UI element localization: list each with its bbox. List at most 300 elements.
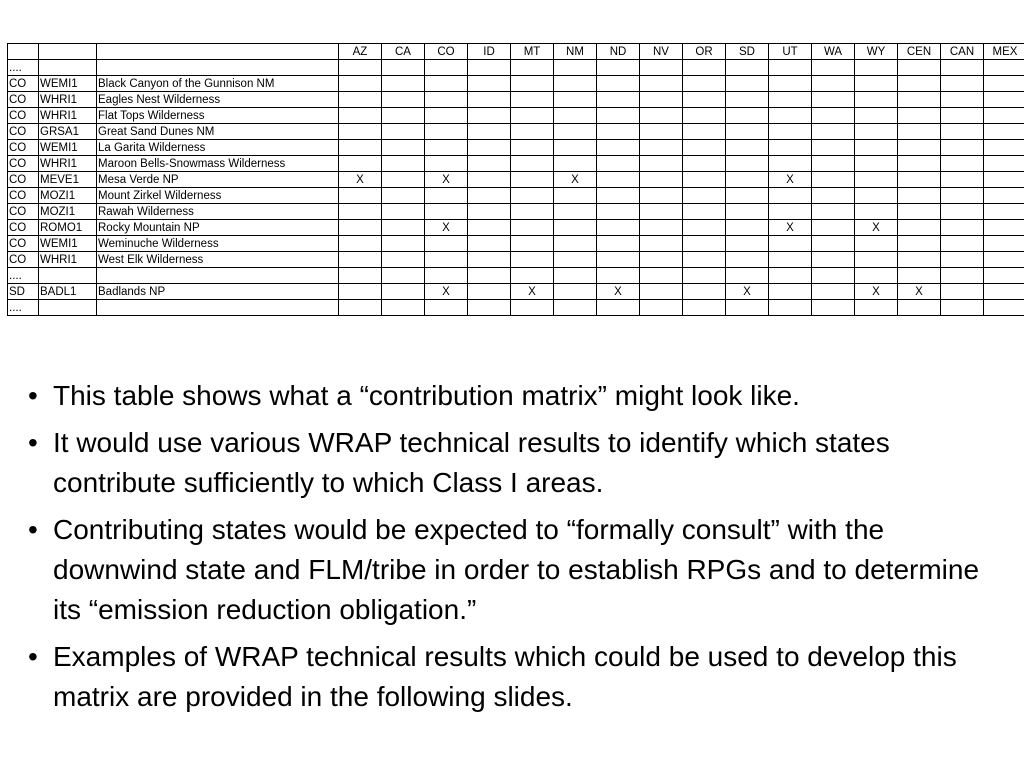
contribution-cell-or bbox=[683, 108, 726, 124]
contribution-cell-nm bbox=[554, 188, 597, 204]
table-row bbox=[8, 108, 1024, 124]
contribution-cell-nv bbox=[640, 220, 683, 236]
contribution-cell-ut bbox=[769, 60, 812, 76]
row-state-cell: CO bbox=[8, 108, 39, 124]
contribution-cell-wa bbox=[812, 220, 855, 236]
row-state-cell: CO bbox=[8, 76, 39, 92]
contribution-cell-wa bbox=[812, 236, 855, 252]
contribution-cell-co bbox=[425, 60, 468, 76]
row-state-cell: CO bbox=[8, 204, 39, 220]
contribution-cell-wa bbox=[812, 300, 855, 316]
row-state-cell: CO bbox=[8, 124, 39, 140]
contribution-cell-nd bbox=[597, 188, 640, 204]
contribution-cell-nm bbox=[554, 124, 597, 140]
contribution-cell-az bbox=[339, 268, 382, 284]
contribution-cell-wy bbox=[855, 204, 898, 220]
contribution-cell-ut bbox=[769, 252, 812, 268]
contribution-cell-cen: X bbox=[898, 284, 941, 300]
row-site-cell: WHRI1 bbox=[39, 108, 97, 124]
contribution-cell-wy bbox=[855, 188, 898, 204]
contribution-cell-id bbox=[468, 236, 511, 252]
table-row bbox=[8, 76, 1024, 92]
contribution-cell-can bbox=[941, 188, 984, 204]
contribution-cell-id bbox=[468, 300, 511, 316]
bullet-item bbox=[28, 637, 988, 717]
contribution-cell-mex bbox=[984, 108, 1024, 124]
contribution-cell-or bbox=[683, 92, 726, 108]
contribution-cell-nm bbox=[554, 76, 597, 92]
row-site-cell: WEMI1 bbox=[39, 236, 97, 252]
contribution-cell-id bbox=[468, 188, 511, 204]
row-area-cell: Maroon Bells-Snowmass Wilderness bbox=[97, 156, 339, 172]
contribution-cell-mex bbox=[984, 156, 1024, 172]
contribution-cell-mt bbox=[511, 252, 554, 268]
contribution-cell-ca bbox=[382, 60, 425, 76]
contribution-cell-mex bbox=[984, 220, 1024, 236]
contribution-cell-or bbox=[683, 284, 726, 300]
contribution-cell-wy bbox=[855, 76, 898, 92]
row-area-cell bbox=[97, 300, 339, 316]
contribution-cell-az bbox=[339, 92, 382, 108]
contribution-cell-ca bbox=[382, 76, 425, 92]
contribution-cell-nm bbox=[554, 300, 597, 316]
contribution-cell-wa bbox=[812, 156, 855, 172]
contribution-cell-az bbox=[339, 124, 382, 140]
contribution-cell-co bbox=[425, 76, 468, 92]
contribution-cell-nd bbox=[597, 76, 640, 92]
contribution-cell-mt bbox=[511, 108, 554, 124]
contribution-cell-can bbox=[941, 220, 984, 236]
contribution-cell-wa bbox=[812, 284, 855, 300]
contribution-cell-sd bbox=[726, 156, 769, 172]
contribution-cell-az bbox=[339, 204, 382, 220]
contribution-cell-nd bbox=[597, 140, 640, 156]
contribution-cell-nm bbox=[554, 236, 597, 252]
contribution-cell-nv bbox=[640, 252, 683, 268]
header-state-wa: WA bbox=[812, 44, 855, 60]
contribution-cell-cen bbox=[898, 92, 941, 108]
contribution-cell-nd bbox=[597, 124, 640, 140]
contribution-cell-wa bbox=[812, 252, 855, 268]
contribution-cell-id bbox=[468, 140, 511, 156]
bullet-item bbox=[28, 376, 988, 416]
contribution-cell-co bbox=[425, 252, 468, 268]
header-state-ut: UT bbox=[769, 44, 812, 60]
row-site-cell: WHRI1 bbox=[39, 92, 97, 108]
contribution-cell-cen bbox=[898, 252, 941, 268]
row-state-cell: CO bbox=[8, 140, 39, 156]
contribution-cell-cen bbox=[898, 124, 941, 140]
contribution-cell-cen bbox=[898, 236, 941, 252]
row-site-cell: WHRI1 bbox=[39, 252, 97, 268]
contribution-cell-can bbox=[941, 76, 984, 92]
contribution-cell-sd bbox=[726, 236, 769, 252]
row-state-cell: .... bbox=[8, 300, 39, 316]
contribution-cell-wa bbox=[812, 172, 855, 188]
contribution-cell-nv bbox=[640, 188, 683, 204]
row-site-cell: BADL1 bbox=[39, 284, 97, 300]
row-area-cell: West Elk Wilderness bbox=[97, 252, 339, 268]
bullet-text: This table shows what a “contribution matrix” might look like. bbox=[53, 380, 800, 411]
contribution-cell-ca bbox=[382, 140, 425, 156]
contribution-cell-nv bbox=[640, 124, 683, 140]
contribution-cell-mt bbox=[511, 172, 554, 188]
contribution-cell-cen bbox=[898, 188, 941, 204]
contribution-cell-az bbox=[339, 76, 382, 92]
contribution-cell-sd bbox=[726, 76, 769, 92]
contribution-cell-id bbox=[468, 156, 511, 172]
contribution-cell-can bbox=[941, 204, 984, 220]
header-state-ca: CA bbox=[382, 44, 425, 60]
row-area-cell: Badlands NP bbox=[97, 284, 339, 300]
table-row bbox=[8, 156, 1024, 172]
contribution-cell-mex bbox=[984, 188, 1024, 204]
contribution-cell-az bbox=[339, 156, 382, 172]
contribution-cell-sd bbox=[726, 172, 769, 188]
contribution-cell-nv bbox=[640, 284, 683, 300]
row-state-cell: CO bbox=[8, 236, 39, 252]
contribution-cell-ca bbox=[382, 124, 425, 140]
row-area-cell bbox=[97, 268, 339, 284]
contribution-cell-cen bbox=[898, 268, 941, 284]
contribution-cell-id bbox=[468, 60, 511, 76]
contribution-cell-nv bbox=[640, 172, 683, 188]
contribution-cell-nd bbox=[597, 92, 640, 108]
contribution-cell-ut bbox=[769, 108, 812, 124]
row-area-cell: La Garita Wilderness bbox=[97, 140, 339, 156]
contribution-cell-nv bbox=[640, 108, 683, 124]
contribution-cell-id bbox=[468, 108, 511, 124]
contribution-cell-or bbox=[683, 76, 726, 92]
contribution-cell-can bbox=[941, 172, 984, 188]
contribution-cell-ut bbox=[769, 204, 812, 220]
contribution-cell-az: X bbox=[339, 172, 382, 188]
contribution-cell-mex bbox=[984, 236, 1024, 252]
contribution-cell-ca bbox=[382, 108, 425, 124]
table-row bbox=[8, 236, 1024, 252]
contribution-cell-mt bbox=[511, 156, 554, 172]
contribution-cell-or bbox=[683, 220, 726, 236]
contribution-cell-co bbox=[425, 188, 468, 204]
contribution-cell-nm bbox=[554, 204, 597, 220]
header-blank-state bbox=[8, 44, 39, 60]
header-state-co: CO bbox=[425, 44, 468, 60]
contribution-cell-nm bbox=[554, 60, 597, 76]
header-state-wy: WY bbox=[855, 44, 898, 60]
contribution-cell-ca bbox=[382, 300, 425, 316]
row-state-cell: .... bbox=[8, 268, 39, 284]
contribution-cell-az bbox=[339, 220, 382, 236]
header-state-mex: MEX bbox=[984, 44, 1024, 60]
contribution-cell-sd bbox=[726, 268, 769, 284]
contribution-cell-id bbox=[468, 172, 511, 188]
contribution-cell-nd bbox=[597, 268, 640, 284]
contribution-cell-nm bbox=[554, 108, 597, 124]
header-state-mt: MT bbox=[511, 44, 554, 60]
header-blank-site bbox=[39, 44, 97, 60]
contribution-cell-cen bbox=[898, 156, 941, 172]
contribution-cell-or bbox=[683, 60, 726, 76]
contribution-cell-wa bbox=[812, 92, 855, 108]
bullet-dot: • bbox=[28, 641, 38, 672]
contribution-cell-sd bbox=[726, 220, 769, 236]
contribution-cell-mex bbox=[984, 124, 1024, 140]
contribution-cell-co: X bbox=[425, 284, 468, 300]
contribution-cell-nv bbox=[640, 204, 683, 220]
row-site-cell: WEMI1 bbox=[39, 140, 97, 156]
contribution-cell-co bbox=[425, 92, 468, 108]
contribution-cell-id bbox=[468, 252, 511, 268]
contribution-cell-can bbox=[941, 108, 984, 124]
contribution-cell-az bbox=[339, 188, 382, 204]
contribution-cell-mt bbox=[511, 124, 554, 140]
contribution-cell-mex bbox=[984, 172, 1024, 188]
contribution-cell-ut bbox=[769, 268, 812, 284]
contribution-cell-nd: X bbox=[597, 284, 640, 300]
row-area-cell: Rawah Wilderness bbox=[97, 204, 339, 220]
row-site-cell: MEVE1 bbox=[39, 172, 97, 188]
contribution-cell-sd bbox=[726, 300, 769, 316]
row-state-cell: CO bbox=[8, 92, 39, 108]
contribution-cell-wy bbox=[855, 156, 898, 172]
contribution-cell-or bbox=[683, 300, 726, 316]
contribution-cell-nd bbox=[597, 60, 640, 76]
contribution-cell-sd bbox=[726, 60, 769, 76]
contribution-cell-az bbox=[339, 252, 382, 268]
contribution-cell-wa bbox=[812, 108, 855, 124]
contribution-cell-mex bbox=[984, 60, 1024, 76]
contribution-cell-nd bbox=[597, 156, 640, 172]
contribution-cell-nd bbox=[597, 172, 640, 188]
contribution-cell-sd bbox=[726, 252, 769, 268]
contribution-cell-can bbox=[941, 124, 984, 140]
contribution-cell-ut bbox=[769, 124, 812, 140]
contribution-cell-ca bbox=[382, 284, 425, 300]
contribution-cell-id bbox=[468, 92, 511, 108]
contribution-cell-ca bbox=[382, 188, 425, 204]
contribution-cell-wy bbox=[855, 92, 898, 108]
contribution-cell-or bbox=[683, 156, 726, 172]
contribution-cell-ut bbox=[769, 92, 812, 108]
row-area-cell: Black Canyon of the Gunnison NM bbox=[97, 76, 339, 92]
header-state-id: ID bbox=[468, 44, 511, 60]
contribution-cell-mt: X bbox=[511, 284, 554, 300]
contribution-cell-can bbox=[941, 300, 984, 316]
row-area-cell: Mount Zirkel Wilderness bbox=[97, 188, 339, 204]
row-site-cell: MOZI1 bbox=[39, 204, 97, 220]
contribution-matrix-table bbox=[7, 43, 1024, 316]
row-state-cell: SD bbox=[8, 284, 39, 300]
row-area-cell: Rocky Mountain NP bbox=[97, 220, 339, 236]
row-site-cell bbox=[39, 268, 97, 284]
contribution-cell-nv bbox=[640, 60, 683, 76]
contribution-cell-nv bbox=[640, 268, 683, 284]
contribution-cell-mt bbox=[511, 268, 554, 284]
contribution-cell-co bbox=[425, 300, 468, 316]
contribution-cell-id bbox=[468, 268, 511, 284]
contribution-cell-sd bbox=[726, 188, 769, 204]
contribution-cell-co bbox=[425, 236, 468, 252]
contribution-cell-ca bbox=[382, 156, 425, 172]
contribution-cell-az bbox=[339, 284, 382, 300]
contribution-cell-mex bbox=[984, 300, 1024, 316]
row-state-cell: CO bbox=[8, 220, 39, 236]
row-site-cell: WEMI1 bbox=[39, 76, 97, 92]
contribution-cell-nd bbox=[597, 252, 640, 268]
contribution-cell-nm bbox=[554, 156, 597, 172]
contribution-cell-can bbox=[941, 156, 984, 172]
contribution-cell-wa bbox=[812, 204, 855, 220]
contribution-cell-wy bbox=[855, 236, 898, 252]
contribution-cell-mex bbox=[984, 204, 1024, 220]
bullet-dot: • bbox=[28, 514, 38, 545]
header-state-cen: CEN bbox=[898, 44, 941, 60]
contribution-cell-or bbox=[683, 188, 726, 204]
row-area-cell: Mesa Verde NP bbox=[97, 172, 339, 188]
row-area-cell: Flat Tops Wilderness bbox=[97, 108, 339, 124]
table-row bbox=[8, 252, 1024, 268]
row-area-cell: Eagles Nest Wilderness bbox=[97, 92, 339, 108]
contribution-cell-or bbox=[683, 252, 726, 268]
contribution-cell-mex bbox=[984, 92, 1024, 108]
contribution-cell-wa bbox=[812, 60, 855, 76]
contribution-cell-co bbox=[425, 268, 468, 284]
contribution-cell-co bbox=[425, 140, 468, 156]
contribution-cell-mex bbox=[984, 252, 1024, 268]
row-area-cell: Great Sand Dunes NM bbox=[97, 124, 339, 140]
contribution-cell-nm bbox=[554, 140, 597, 156]
row-state-cell: CO bbox=[8, 172, 39, 188]
contribution-cell-cen bbox=[898, 108, 941, 124]
contribution-cell-or bbox=[683, 204, 726, 220]
contribution-cell-wy bbox=[855, 60, 898, 76]
contribution-cell-sd: X bbox=[726, 284, 769, 300]
contribution-cell-or bbox=[683, 172, 726, 188]
contribution-cell-wa bbox=[812, 268, 855, 284]
contribution-cell-nv bbox=[640, 76, 683, 92]
contribution-cell-wy: X bbox=[855, 284, 898, 300]
contribution-cell-mt bbox=[511, 236, 554, 252]
contribution-cell-ca bbox=[382, 204, 425, 220]
bullet-text: Examples of WRAP technical results which could be used to develop this matrix are provided in the following slides. bbox=[53, 641, 957, 712]
table-row bbox=[8, 140, 1024, 156]
bullet-text: It would use various WRAP technical results to identify which states contribute sufficiently to which Class I areas. bbox=[53, 427, 890, 498]
contribution-cell-cen bbox=[898, 76, 941, 92]
header-state-nv: NV bbox=[640, 44, 683, 60]
contribution-cell-cen bbox=[898, 300, 941, 316]
contribution-cell-cen bbox=[898, 140, 941, 156]
table-row bbox=[8, 124, 1024, 140]
contribution-cell-sd bbox=[726, 92, 769, 108]
contribution-cell-mt bbox=[511, 188, 554, 204]
contribution-cell-ut: X bbox=[769, 172, 812, 188]
contribution-cell-can bbox=[941, 268, 984, 284]
contribution-cell-mt bbox=[511, 140, 554, 156]
contribution-cell-co: X bbox=[425, 220, 468, 236]
contribution-cell-mex bbox=[984, 284, 1024, 300]
contribution-cell-ca bbox=[382, 92, 425, 108]
row-site-cell bbox=[39, 60, 97, 76]
contribution-cell-ut bbox=[769, 300, 812, 316]
contribution-cell-nv bbox=[640, 236, 683, 252]
contribution-cell-id bbox=[468, 76, 511, 92]
contribution-cell-or bbox=[683, 140, 726, 156]
contribution-cell-ut: X bbox=[769, 220, 812, 236]
contribution-cell-wa bbox=[812, 188, 855, 204]
row-state-cell: CO bbox=[8, 156, 39, 172]
contribution-cell-ca bbox=[382, 268, 425, 284]
bullet-list bbox=[28, 376, 988, 724]
header-state-or: OR bbox=[683, 44, 726, 60]
contribution-cell-nd bbox=[597, 236, 640, 252]
contribution-cell-cen bbox=[898, 172, 941, 188]
contribution-cell-can bbox=[941, 236, 984, 252]
contribution-cell-nm bbox=[554, 268, 597, 284]
contribution-cell-mt bbox=[511, 220, 554, 236]
contribution-cell-nm bbox=[554, 92, 597, 108]
row-site-cell: GRSA1 bbox=[39, 124, 97, 140]
contribution-cell-co bbox=[425, 156, 468, 172]
contribution-cell-id bbox=[468, 204, 511, 220]
table-row bbox=[8, 220, 1024, 236]
contribution-cell-az bbox=[339, 140, 382, 156]
contribution-cell-cen bbox=[898, 60, 941, 76]
contribution-cell-az bbox=[339, 108, 382, 124]
contribution-cell-or bbox=[683, 268, 726, 284]
contribution-cell-ut bbox=[769, 140, 812, 156]
contribution-cell-wy bbox=[855, 252, 898, 268]
contribution-cell-nd bbox=[597, 108, 640, 124]
header-row bbox=[8, 44, 1024, 60]
header-state-nm: NM bbox=[554, 44, 597, 60]
row-state-cell: CO bbox=[8, 252, 39, 268]
table-row bbox=[8, 188, 1024, 204]
contribution-cell-nv bbox=[640, 140, 683, 156]
row-state-cell: CO bbox=[8, 188, 39, 204]
header-state-nd: ND bbox=[597, 44, 640, 60]
contribution-cell-can bbox=[941, 60, 984, 76]
row-site-cell: ROMO1 bbox=[39, 220, 97, 236]
header-state-can: CAN bbox=[941, 44, 984, 60]
contribution-cell-can bbox=[941, 284, 984, 300]
contribution-cell-az bbox=[339, 60, 382, 76]
table-row bbox=[8, 92, 1024, 108]
contribution-cell-nm bbox=[554, 252, 597, 268]
contribution-cell-co: X bbox=[425, 172, 468, 188]
contribution-cell-or bbox=[683, 124, 726, 140]
contribution-cell-sd bbox=[726, 108, 769, 124]
row-site-cell bbox=[39, 300, 97, 316]
contribution-cell-ut bbox=[769, 188, 812, 204]
contribution-cell-wy bbox=[855, 140, 898, 156]
header-blank-area bbox=[97, 44, 339, 60]
table-row bbox=[8, 284, 1024, 300]
bullet-dot: • bbox=[28, 380, 38, 411]
row-area-cell: Weminuche Wilderness bbox=[97, 236, 339, 252]
contribution-cell-wy: X bbox=[855, 220, 898, 236]
contribution-cell-co bbox=[425, 124, 468, 140]
contribution-cell-sd bbox=[726, 140, 769, 156]
contribution-cell-nm bbox=[554, 220, 597, 236]
contribution-cell-id bbox=[468, 284, 511, 300]
contribution-cell-ut bbox=[769, 284, 812, 300]
contribution-cell-ca bbox=[382, 252, 425, 268]
contribution-cell-nd bbox=[597, 204, 640, 220]
contribution-cell-wa bbox=[812, 76, 855, 92]
contribution-cell-id bbox=[468, 220, 511, 236]
contribution-cell-ca bbox=[382, 172, 425, 188]
bullet-item bbox=[28, 510, 988, 630]
